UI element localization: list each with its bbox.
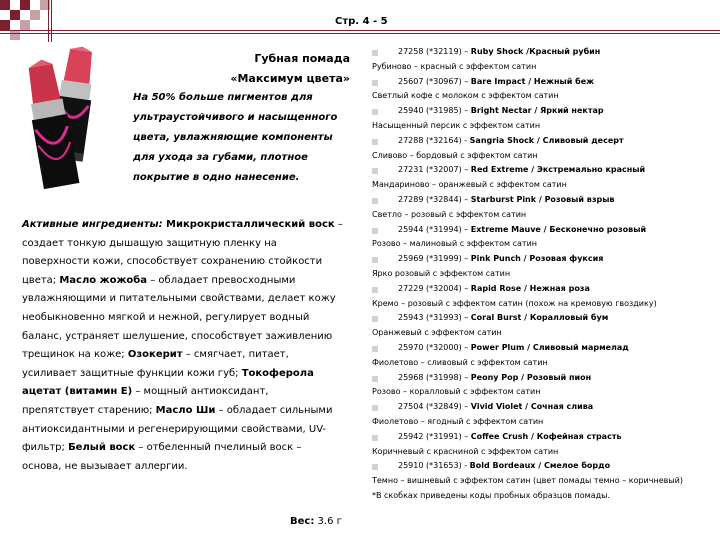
- bullet-icon: [372, 464, 378, 470]
- shade-item: [372, 134, 710, 149]
- product-subtitle: «Максимум цвета»: [230, 72, 350, 85]
- shade-code: 25910 (*31653) -: [398, 461, 470, 471]
- ingredient-description: – мощный антиоксидант, препятствует старению;: [22, 386, 269, 416]
- shade-item: [372, 341, 710, 356]
- shade-code: 27231 (*32007) –: [398, 165, 471, 175]
- shade-name: Bold Bordeaux / Смелое бордо: [469, 461, 611, 471]
- shade-item: [372, 282, 710, 297]
- shade-description: Светлый кофе с молоком с эффектом сатин: [372, 91, 559, 101]
- header-rule-secondary: [0, 33, 720, 34]
- shade-description: Ярко розовый с эффектом сатин: [372, 268, 511, 278]
- shade-description: Рубиново – красный с эффектом сатин: [372, 61, 537, 71]
- shade-description: Фиолетово – сливовый с эффектом сатин: [372, 357, 548, 367]
- bullet-icon: [372, 257, 378, 263]
- ingredient-name: Озокерит: [127, 349, 183, 361]
- shade-name: Coral Burst / Коралловый бум: [470, 313, 609, 323]
- shade-item: [372, 430, 710, 445]
- shade-list: [372, 45, 710, 504]
- shade-name: Peony Pop / Розовый пион: [470, 372, 592, 382]
- product-weight: [290, 516, 342, 527]
- shade-description: Розово – коралловый с эффектом сатин: [372, 387, 541, 397]
- shade-code: 25969 (*31999) –: [398, 254, 471, 264]
- shade-name: Rapid Rose / Нежная роза: [470, 283, 590, 293]
- header-vertical-rule: [48, 0, 49, 42]
- shade-description: Розово – малиновый с эффектом сатин: [372, 239, 537, 249]
- page-number: Стр. 4 - 5: [335, 16, 388, 27]
- ingredient-description: – отбеленный пчелиный воск – основа, не вызывает аллергии.: [22, 442, 302, 472]
- shade-code: 25607 (*30967) –: [398, 76, 471, 86]
- shade-code: 25944 (*31994) –: [398, 224, 471, 234]
- ingredient-description: – создает тонкую дышащую защитную пленку на поверхности кожи, способствует сохранению стойкости цвета;: [22, 219, 343, 286]
- shade-code: 25942 (*31991) –: [398, 431, 471, 441]
- footnote: *В скобках приведены коды пробных образцов помады.: [372, 490, 610, 500]
- ingredients-description: [22, 216, 344, 476]
- header-rule: [0, 30, 720, 31]
- shade-description: Кремо – розовый с эффектом сатин (похож на кремовую гвоздику): [372, 298, 657, 308]
- shade-item: [372, 193, 710, 208]
- bullet-icon: [372, 80, 378, 86]
- shade-name: Extreme Mauve / Бесконечно розовый: [470, 224, 647, 234]
- bullet-icon: [372, 405, 378, 411]
- shade-item: [372, 223, 710, 238]
- shade-code: 25968 (*31998) –: [398, 372, 471, 382]
- shade-name: Bright Nectar / Яркий нектар: [470, 106, 604, 116]
- shade-code: 25970 (*32000) –: [398, 342, 471, 352]
- shade-description: Фиолетово – ягодный с эффектом сатин: [372, 416, 544, 426]
- shade-item: [372, 75, 710, 90]
- shade-item: [372, 459, 710, 474]
- shade-description: Темно – вишневый с эффектом сатин (цвет помады темно – коричневый): [372, 476, 683, 486]
- product-title: Губная помада: [254, 52, 350, 65]
- bullet-icon: [372, 109, 378, 115]
- shade-code: 25943 (*31993) –: [398, 313, 471, 323]
- shade-name: Vivid Violet / Сочная слива: [470, 402, 594, 412]
- shade-item: [372, 311, 710, 326]
- bullet-icon: [372, 198, 378, 204]
- shade-description: Сливово – бордовый с эффектом сатин: [372, 150, 538, 160]
- ingredient-name: Масло жожоба: [59, 274, 148, 286]
- bullet-icon: [372, 316, 378, 322]
- shade-description: Светло – розовый с эффектом сатин: [372, 209, 527, 219]
- shade-item: [372, 252, 710, 267]
- shade-name: Ruby Shock /Красный рубин: [470, 47, 601, 56]
- shade-item: [372, 371, 710, 386]
- ingredient-description: – обладает превосходными увлажняющими и питательными свойствами, делает кожу необыкновенно мягкой и нежной, регулирует водный баланс, устраняет шелушение, способствует заживлению трещинок на коже;: [22, 274, 336, 361]
- shade-code: 27504 (*32849) –: [398, 402, 471, 412]
- bullet-icon: [372, 139, 378, 145]
- bullet-icon: [372, 346, 378, 352]
- shade-description: Насыщенный персик с эффектом сатин: [372, 120, 541, 130]
- shade-description: Мандариново – оранжевый с эффектом сатин: [372, 180, 567, 190]
- shade-description: Оранжевый с эффектом сатин: [372, 328, 502, 338]
- shade-description: Коричневый с красниной с эффектом сатин: [372, 446, 559, 456]
- shade-name: Coffee Crush / Кофейная страсть: [470, 431, 622, 441]
- shade-name: Bare Impact / Нежный беж: [470, 76, 595, 86]
- shade-name: Starburst Pink / Розовый взрыв: [470, 194, 615, 204]
- shade-name: Power Plum / Сливовый мармелад: [470, 342, 629, 352]
- ingredient-description: – обладает сильными антиоксидантными и регенерирующими свойствами, UV-фильтр;: [22, 404, 333, 454]
- bullet-icon: [372, 435, 378, 441]
- bullet-icon: [372, 228, 378, 234]
- ingredient-name: Белый воск: [68, 442, 136, 454]
- shade-code: 27258 (*32119) –: [398, 47, 471, 56]
- shade-name: Red Extreme / Экстремально красный: [470, 165, 646, 175]
- product-tagline: На 50% больше пигментов для ультраустойчивого и насыщенного цвета, увлажняющие компоненты для ухода за губами, плотное покрытие в одно нанесение.: [133, 92, 338, 183]
- shade-name: Pink Punch / Розовая фуксия: [470, 254, 604, 264]
- ingredient-name: Токоферола ацетат (витамин Е): [22, 367, 314, 398]
- weight-value: 3.6 г: [314, 516, 342, 527]
- shade-item: [372, 163, 710, 178]
- ingredient-name: Микрокристаллический воск: [162, 219, 335, 230]
- ingredient-description: – смягчает, питает, усиливает защитные функции кожи губ;: [22, 349, 289, 379]
- shade-name: Sangria Shock / Сливовый десерт: [469, 135, 624, 145]
- ingredients-label: Активные ингредиенты:: [22, 219, 163, 230]
- shade-code: 25940 (*31985) –: [398, 106, 471, 116]
- shade-code: 27289 (*32844) –: [398, 194, 471, 204]
- lipstick-image: [18, 42, 128, 202]
- ingredient-name: Масло Ши: [155, 404, 216, 416]
- shade-item: [372, 104, 710, 119]
- bullet-icon: [372, 50, 378, 56]
- bullet-icon: [372, 168, 378, 174]
- shade-code: 27229 (*32004) –: [398, 283, 471, 293]
- shade-item: [372, 400, 710, 415]
- shade-code: 27288 (*32164) -: [398, 135, 470, 145]
- header-vertical-rule: [51, 0, 52, 42]
- bullet-icon: [372, 287, 378, 293]
- bullet-icon: [372, 376, 378, 382]
- shade-item: [372, 45, 710, 60]
- weight-label: Вес:: [290, 516, 315, 527]
